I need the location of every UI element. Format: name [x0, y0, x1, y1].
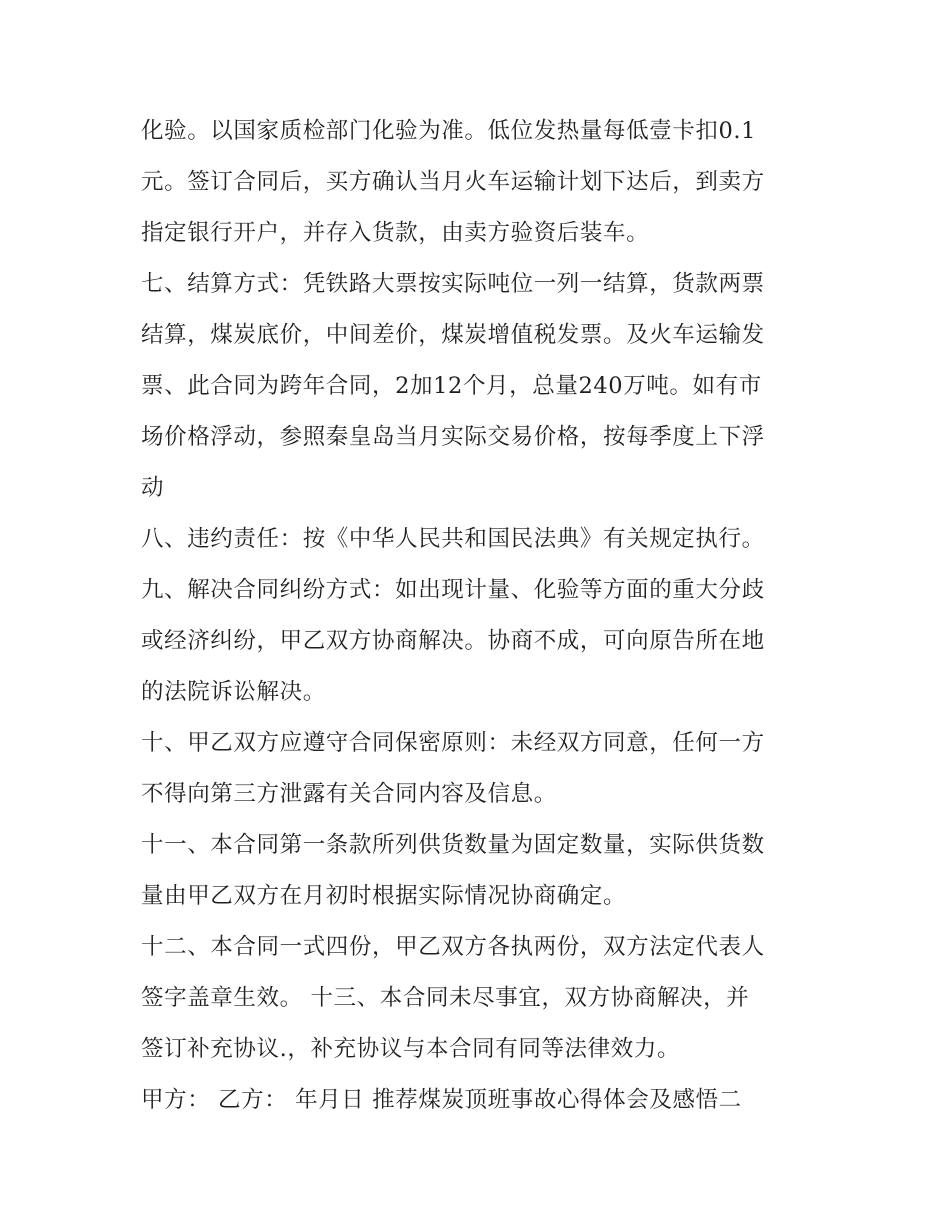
text-line: 或经济纠纷，甲乙双方协商解决。协商不成，可向原告所在地 [141, 628, 765, 654]
text-line: 的法院诉讼解决。 [141, 679, 326, 705]
text-line: 十一、本合同第一条款所列供货数量为固定数量，实际供货数 [141, 832, 765, 858]
text-line: 场价格浮动，参照秦皇岛当月实际交易价格，按每季度上下浮 [141, 424, 765, 450]
text-line: 九、解决合同纠纷方式：如出现计量、化验等方面的重大分歧 [141, 577, 765, 603]
text-line: 结算，煤炭底价，中间差价，煤炭增值税发票。及火车运输发 [141, 322, 765, 348]
text-line: 动 [141, 475, 165, 501]
text-line: 票、此合同为跨年合同，2加12个月，总量240万吨。如有市 [141, 373, 762, 399]
text-line: 十二、本合同一式四份，甲乙双方各执两份，双方法定代表人 [141, 934, 765, 960]
text-line: 八、违约责任：按《中华人民共和国民法典》有关规定执行。 [141, 526, 765, 552]
text-line: 元。签订合同后，买方确认当月火车运输计划下达后，到卖方 [141, 169, 765, 195]
text-line: 七、结算方式：凭铁路大票按实际吨位一列一结算，货款两票 [141, 271, 765, 297]
text-line: 化验。以国家质检部门化验为准。低位发热量每低壹卡扣0.1 [141, 118, 757, 144]
text-line: 甲方： 乙方： 年月日 推荐煤炭顶班事故心得体会及感悟二 [141, 1087, 742, 1113]
text-line: 签字盖章生效。 十三、本合同未尽事宜，双方协商解决，并 [141, 985, 750, 1011]
document-body [141, 108, 821, 1128]
text-line: 指定银行开户，并存入货款，由卖方验资后装车。 [141, 220, 650, 246]
text-line: 十、甲乙双方应遵守合同保密原则：未经双方同意，任何一方 [141, 730, 765, 756]
text-line: 不得向第三方泄露有关合同内容及信息。 [141, 781, 557, 807]
text-line: 量由甲乙双方在月初时根据实际情况协商确定。 [141, 883, 627, 909]
text-line: 签订补充协议.，补充协议与本合同有同等法律效力。 [141, 1036, 681, 1062]
